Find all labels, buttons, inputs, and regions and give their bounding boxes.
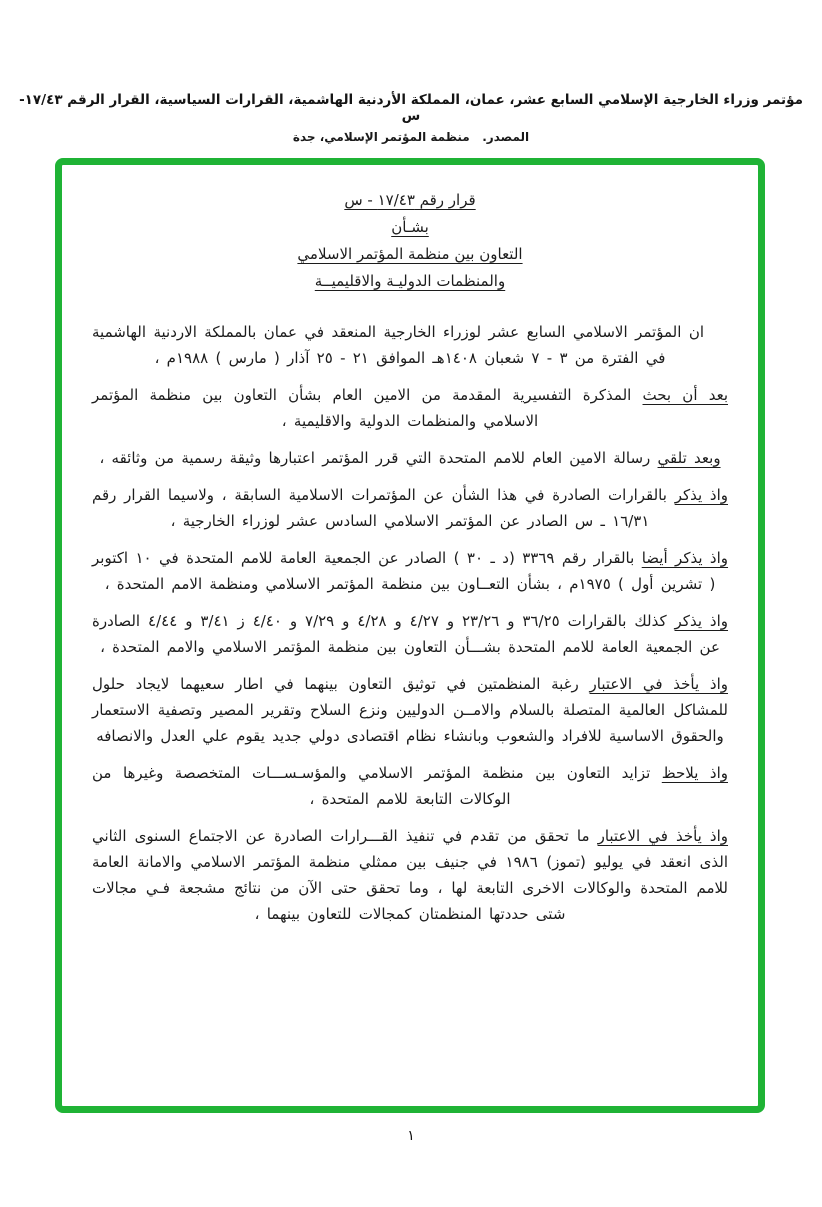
paragraph-text: بالقرار رقم ٣٣٦٩ (د ـ ٣٠ ) الصادر عن الجمعية العامة للامم المتحدة في ١٠ اكتوبر ( تشرين أول ) ١٩٧٥م ، بشأن التعــاون بين منظمة المؤتمر الاسلامي ومنظمة الامم المتحدة ، xyxy=(92,549,716,593)
paragraph-lead: واذ يلاحظ xyxy=(661,764,728,782)
resolution-number-line: قرار رقم ١٧/٤٣ - س xyxy=(344,191,476,209)
resolution-subject-word: بشـأن xyxy=(391,218,429,236)
paragraph-considering-progress xyxy=(92,823,728,927)
paragraph-recalling-further xyxy=(92,608,728,660)
paragraph-lead: واذ يأخذ في الاعتبار xyxy=(589,675,728,693)
paragraph-text: ان المؤتمر الاسلامي السابع عشر لوزراء الخارجية المنعقد في عمان بالمملكة الاردنية الهاشمية في الفترة من ٣ - ٧ شعبان ١٤٠٨هـ الموافق ٢١ - ٢٥ آذار ( مارس ) ١٩٨٨م ، xyxy=(92,323,704,367)
paragraph-text: رغبة المنظمتين في توثيق التعاون بينهما في اطار سعيهما لايجاد حلول للمشاكل العالمية المتصلة بالسلام والامــن الدوليين ونزع السلاح وتقرير المصير وتصفية الاستعمار والحقوق الاساسية للافراد والشعوب وبانشاء نظام اقتصادى دولي جديد يقوم علي العدل والانصافه xyxy=(92,675,728,745)
paragraph-lead: واذ يذكر xyxy=(674,612,729,630)
paragraph-lead: بعد أن بحث xyxy=(642,386,728,404)
scanned-document-frame xyxy=(55,158,765,1113)
paragraph-preamble xyxy=(92,319,728,371)
paragraph-lead: واذ يذكر xyxy=(674,486,728,504)
paragraph-lead: واذ يذكر أيضا xyxy=(641,549,729,567)
page-number: ١ xyxy=(407,1128,415,1144)
resolution-title-block xyxy=(92,187,728,295)
paragraph-noting xyxy=(92,760,728,812)
paragraph-text: رسالة الامين العام للامم المتحدة التي قرر المؤتمر اعتبارها وثيقة رسمية من وثائقه ، xyxy=(99,449,658,467)
paragraph-lead: واذ يأخذ في الاعتبار xyxy=(597,827,729,845)
document-source-header: مؤتمر وزراء الخارجية الإسلامي السابع عشر، عمان، المملكة الأردنية الهاشمية، القرارات السياسية، القرار الرقم ١٧/٤٣-س xyxy=(19,92,803,124)
paragraph-recalling xyxy=(92,482,728,534)
paragraph-text: ما تحقق من تقدم في تنفيذ القـــرارات الصادرة عن الاجتماع السنوى الثاني الذى انعقد في يوليو (تموز) ١٩٨٦ في جنيف بين ممثلي منظمة المؤتمر الاسلامي والامانة العامة للامم المتحدة والوكالات الاخرى التابعة لها ، وما تحقق حتى الآن من نتائج مشجعة فـي مجالات شتى حددتها المنظمتان كمجالات للتعاون بينهما ، xyxy=(92,827,728,923)
paragraph-text: تزايد التعاون بين منظمة المؤتمر الاسلامي والمؤسـســـات المتخصصة وغيرها من الوكالات التابعة للامم المتحدة ، xyxy=(92,764,662,808)
paragraph-taking-into-account xyxy=(92,671,728,749)
resolution-subject-line1: التعاون بين منظمة المؤتمر الاسلامي xyxy=(297,245,523,263)
paragraph-text: المذكرة التفسيرية المقدمة من الامين العام بشأن التعاون بين منظمة المؤتمر الاسلامي والمنظمات الدولية والاقليمية ، xyxy=(92,386,643,430)
paragraph-recalling-also xyxy=(92,545,728,597)
paragraph-having-examined xyxy=(92,382,728,434)
resolution-subject-line2: والمنظمات الدوليـة والاقليميــة xyxy=(314,272,506,290)
paragraph-text: بالقرارات الصادرة في هذا الشأن عن المؤتمرات الاسلامية السابقة ، ولاسيما القرار رقم ١٦/٣١ ـ س الصادر عن المؤتمر الاسلامي السادس عشر لوزراء الخارجية ، xyxy=(92,486,675,530)
paragraph-lead: وبعد تلقي xyxy=(657,449,721,467)
paragraph-having-received xyxy=(92,445,728,471)
document-source-subheader: المصدر. منظمة المؤتمر الإسلامي، جدة xyxy=(292,130,530,144)
paragraph-text: كذلك بالقرارات ٣٦/٢٥ و ٢٣/٢٦ و ٤/٢٧ و ٤/٢٨ و ٧/٢٩ و ٤/٤٠ ز ٣/٤١ و ٤/٤٤ الصادرة عن الجمعية العامة للامم المتحدة بشـــأن التعاون بين منظمة المؤتمر الاسلامي والامم المتحدة ، xyxy=(92,612,720,656)
